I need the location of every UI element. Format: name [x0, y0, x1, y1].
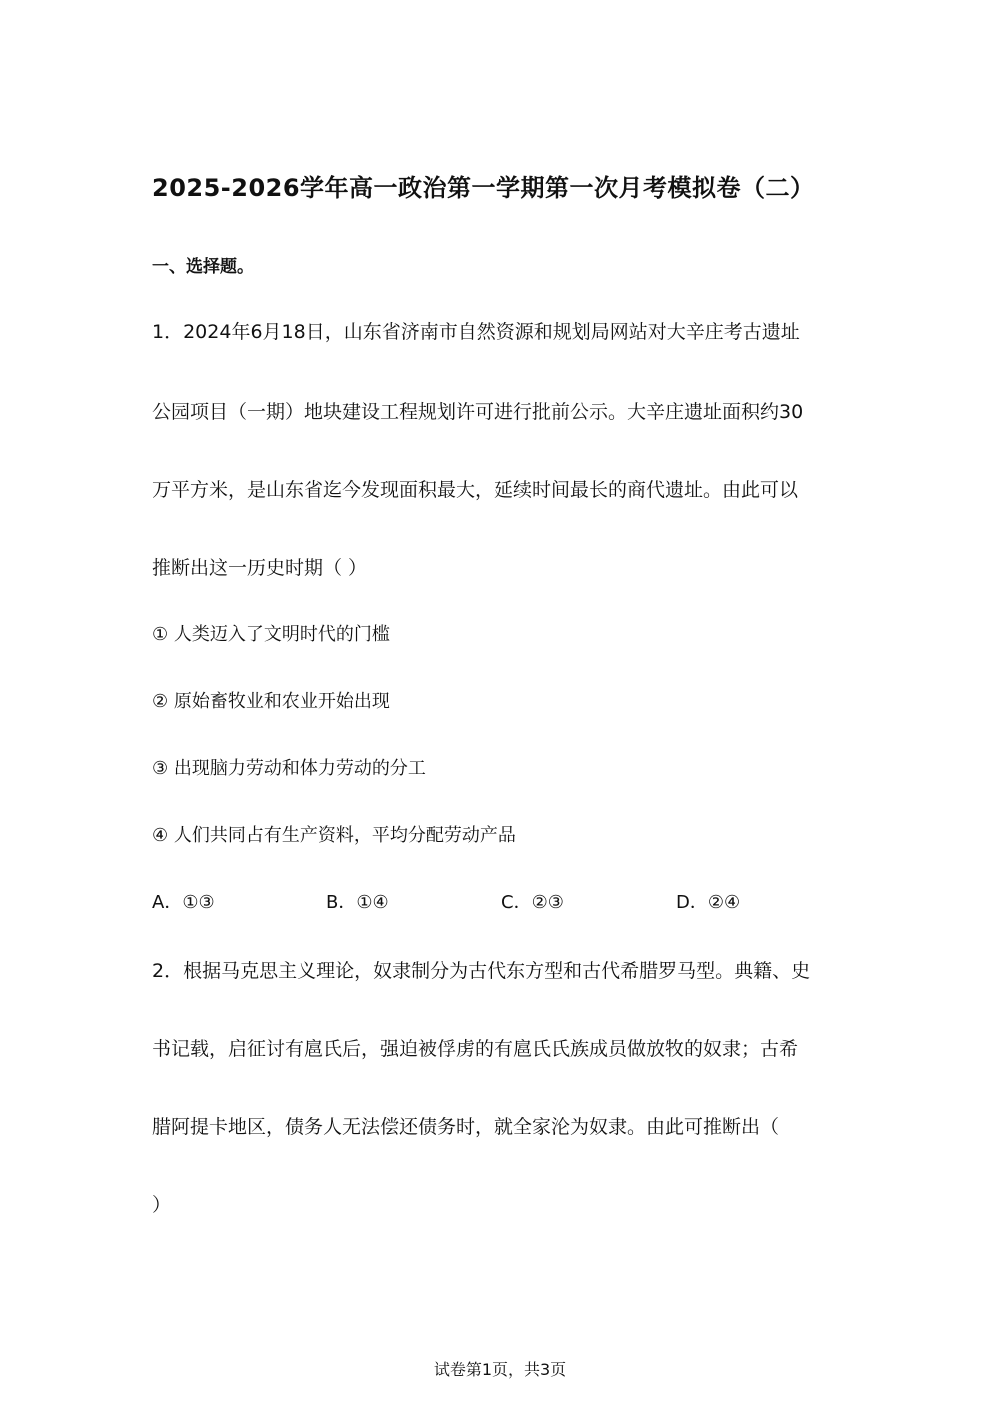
q1-statement-3: ③ 出现脑力劳动和体力劳动的分工 — [152, 758, 426, 779]
q2-line-3: 腊阿提卡地区，债务人无法偿还债务时，就全家沦为奴隶。由此可推断出（ — [152, 1116, 780, 1138]
exam-title: 2025-2026学年高一政治第一学期第一次月考模拟卷（二） — [152, 174, 815, 202]
q1-choice-d: D．②④ — [676, 892, 741, 913]
section-heading: 一、选择题。 — [152, 257, 254, 277]
q1-line-4: 推断出这一历史时期（ ） — [152, 557, 368, 579]
q1-choice-a: A．①③ — [152, 892, 215, 913]
q1-line-1: 1．2024年6月18日，山东省济南市自然资源和规划局网站对大辛庄考古遗址 — [152, 321, 800, 343]
q1-line-3: 万平方米，是山东省迄今发现面积最大，延续时间最长的商代遗址。由此可以 — [152, 479, 799, 501]
q2-line-4: ） — [152, 1194, 172, 1216]
q2-line-1: 2．根据马克思主义理论，奴隶制分为古代东方型和古代希腊罗马型。典籍、史 — [152, 960, 811, 982]
q1-statement-4: ④ 人们共同占有生产资料，平均分配劳动产品 — [152, 825, 516, 846]
q1-statement-1: ① 人类迈入了文明时代的门槛 — [152, 624, 390, 645]
q1-statement-2: ② 原始畜牧业和农业开始出现 — [152, 691, 390, 712]
q2-line-2: 书记载，启征讨有扈氏后，强迫被俘虏的有扈氏氏族成员做放牧的奴隶；古希 — [152, 1038, 799, 1060]
q1-line-2: 公园项目（一期）地块建设工程规划许可进行批前公示。大辛庄遗址面积约30 — [152, 401, 804, 423]
page-footer: 试卷第1页，共3页 — [433, 1360, 567, 1379]
q1-choice-b: B．①④ — [326, 892, 389, 913]
q1-choice-c: C．②③ — [501, 892, 564, 913]
